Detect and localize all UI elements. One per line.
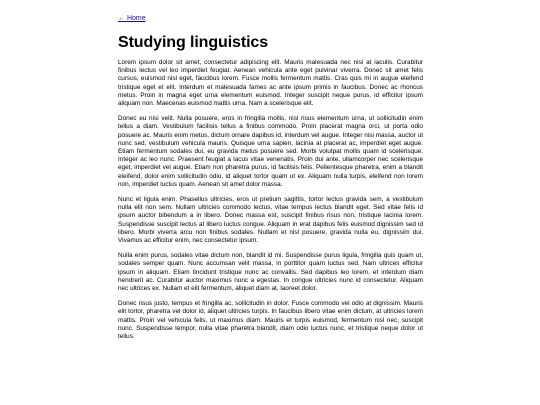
page-title: Studying linguistics bbox=[118, 34, 269, 51]
paragraph-4: Nulla enim purus, sodales vitae dictum non, blandit id mi. Suspendisse purus ligula, fringilla quis quam ut, sodales semper quam. Nunc accumsan velit massa, in porttitor quam luctus sed. Nam ultrices efficitur ipsum in aliquam. Etiam tincidunt tristique nunc ac convallis. Sed dapibus leo lorem, et interdum diam hendrerit ac. Curabitur auctor maximus nunc a egestas. In congue ultricies nunc id consectetur. Aliquam nec ultrices ex. Nullam et elit fermentum, aliquet diam at, laoreet dolor. bbox=[118, 252, 423, 293]
paragraph-3: Nunc et ligula enim. Phasellus ultricies, eros ut pretium sagittis, tortor lectus gravida sem, a vestibulum nulla elit non sem. Nullam ultricies commodo lectus, vitae tempus lectus blandit eget. Sed vitae felis id ipsum auctor bibendum a in libero. Donec massa est, suscipit finibus risus non, tristique lacinia lorem. Suspendisse suscipit lectus at libero luctus congue. Aliquam in erat dapibus felis euismod dignissim sed id libero. Morbi viverra arcu non finibus sodales. Nullam et nisl posuere, gravida nulla eu, dignissim dui. Vivamus ac efficitur enim, nec consectetur ipsum. bbox=[118, 196, 423, 245]
paragraph-5: Donec risus justo, tempus et fringilla ac, sollicitudin in dolor. Fusce commodo vel odio at dignissim. Mauris elit tortor, pharetra vel dolor id, aliquet ultricies turpis. In faucibus libero vitae enim dictum, at ultricies lorem mattis. Proin vel vehicula felis, ut maximus diam. Mauris et turpis euismod, fermentum nisl nec, suscipit nunc. Suspendisse tempor, nulla vitae pharetra blandit, diam odio luctus nunc, et tristique neque dolor ut tellus. bbox=[118, 300, 423, 341]
paragraph-2: Donec eu nisi velit. Nulla posuere, eros in fringilla mollis, nisl risus elementum urna, ut sollicitudin enim tellus a diam. Vestibulum facilisis tellus a finibus commodo. Proin placerat magna orci, ut porta odio posuere ac. Mauris enim metus, dictum ornare dapibus id, interdum vel augue. Integer nisi massa, auctor ut nunc sed, vestibulum vehicula mauris. Quisque urna sapien, lacinia at placerat ac, imperdiet eget augue. Etiam fermentum sodales dui, eu gravida metus posuere sed. Morbi volutpat mollis quam id scelerisque. Integer ac leo nunc. Praesent feugiat a lacus vitae venenatis. Proin dui ante, ullamcorper nec scelerisque eget, imperdiet vel augue. Etiam non pharetra purus, id facilisis felis. Pellentesque pharetra, enim a blandit eleifend, dolor enim sollicitudin odio, id aliquet tortor quam ut ex. Aliquam nulla turpis, eleifend non lorem non, imperdiet luctus quam. Aenean sit amet dolor massa. bbox=[118, 115, 423, 188]
paragraph-1: Lorem ipsum dolor sit amet, consectetur adipiscing elit. Mauris malesuada nec nisi at iaculis. Curabitur finibus lectus vel leo imperdiet feugiat. Aenean vehicula ante eget pulvinar viverra. Donec sit amet felis cursus, euismod nisl eget, faucibus lorem. Fusce mollis fermentum mattis. Cras quis mi in augue eleifend tristique eget et elit. Interdum et malesuada fames ac ante ipsum primis in faucibus. Donec ac rhoncus metus. Proin in magna eget urna elementum euismod. Integer suscipit neque purus, id efficitur ipsum aliquam non. Maecenas euismod mattis urna. Nam a scelerisque elit. bbox=[118, 59, 423, 108]
article-body bbox=[118, 59, 423, 341]
home-link[interactable]: ← Home bbox=[118, 15, 146, 22]
page-container bbox=[118, 7, 423, 348]
